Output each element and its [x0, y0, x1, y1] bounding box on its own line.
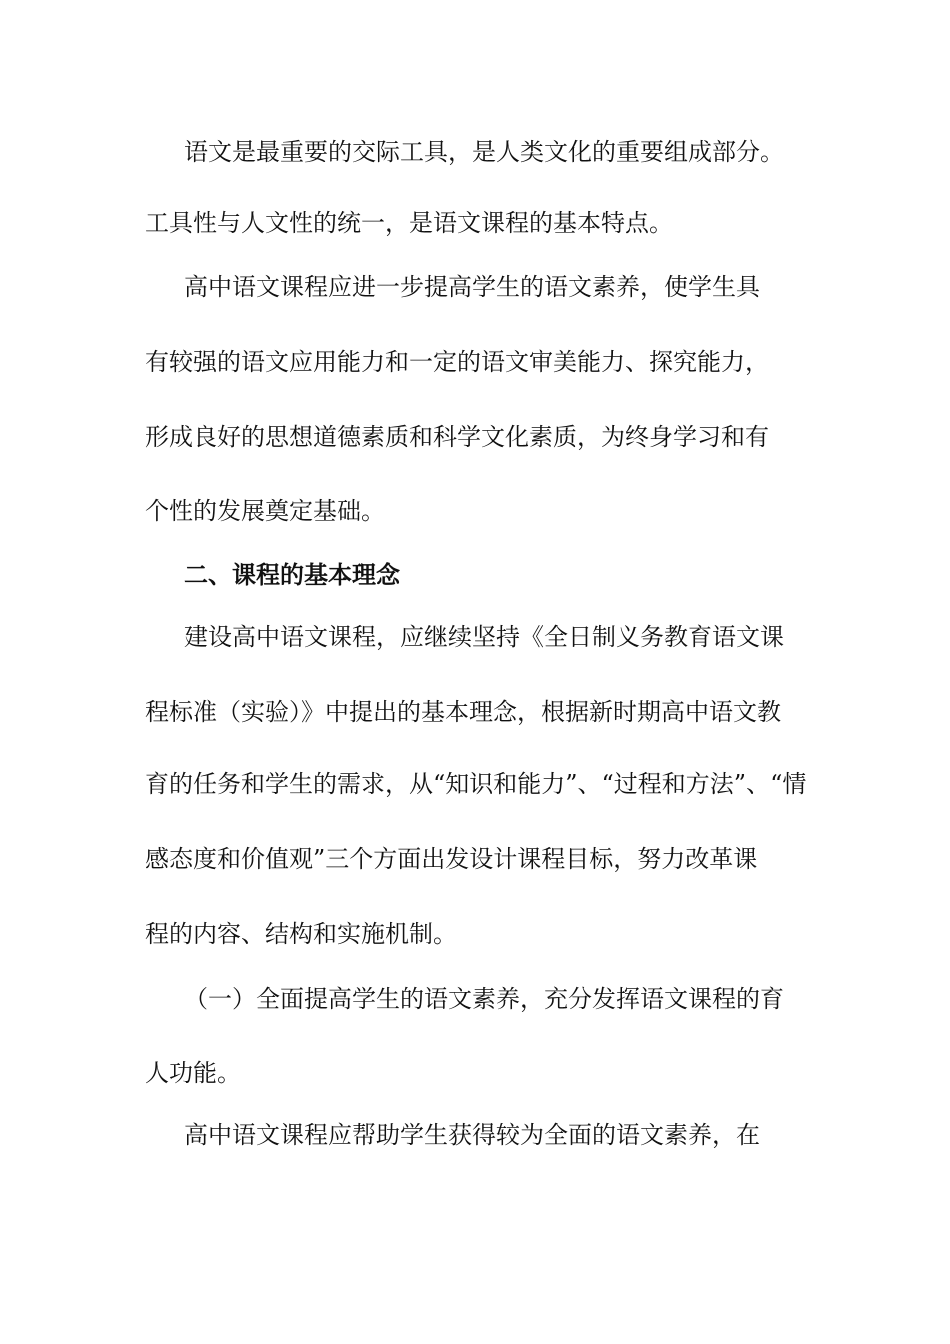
paragraph-line: 形成良好的思想道德素质和科学文化素质，为终身学习和有: [145, 423, 769, 451]
paragraph-line: 语文是最重要的交际工具，是人类文化的重要组成部分。: [184, 138, 784, 166]
subsection-heading: （一）全面提高学生的语文素养，充分发挥语文课程的育: [184, 985, 784, 1013]
paragraph-line: 个性的发展奠定基础。: [145, 497, 385, 525]
paragraph-line: 程标准（实验）》中提出的基本理念，根据新时期高中语文教: [145, 698, 781, 726]
paragraph-line: 高中语文课程应帮助学生获得较为全面的语文素养，在: [184, 1121, 760, 1149]
paragraph-line: 建设高中语文课程，应继续坚持《全日制义务教育语文课: [184, 623, 784, 651]
paragraph-line: 工具性与人文性的统一，是语文课程的基本特点。: [145, 209, 673, 237]
paragraph-line: 有较强的语文应用能力和一定的语文审美能力、探究能力，: [145, 348, 769, 376]
paragraph-line: 感态度和价值观”三个方面出发设计课程目标，努力改革课: [145, 845, 758, 873]
paragraph-line: 程的内容、结构和实施机制。: [145, 920, 457, 948]
paragraph-line: 育的任务和学生的需求，从“知识和能力”、“过程和方法”、“情: [145, 770, 807, 798]
paragraph-line: 人功能。: [145, 1059, 241, 1087]
section-heading: 二、课程的基本理念: [184, 560, 400, 589]
paragraph-line: 高中语文课程应进一步提高学生的语文素养，使学生具: [184, 273, 760, 301]
